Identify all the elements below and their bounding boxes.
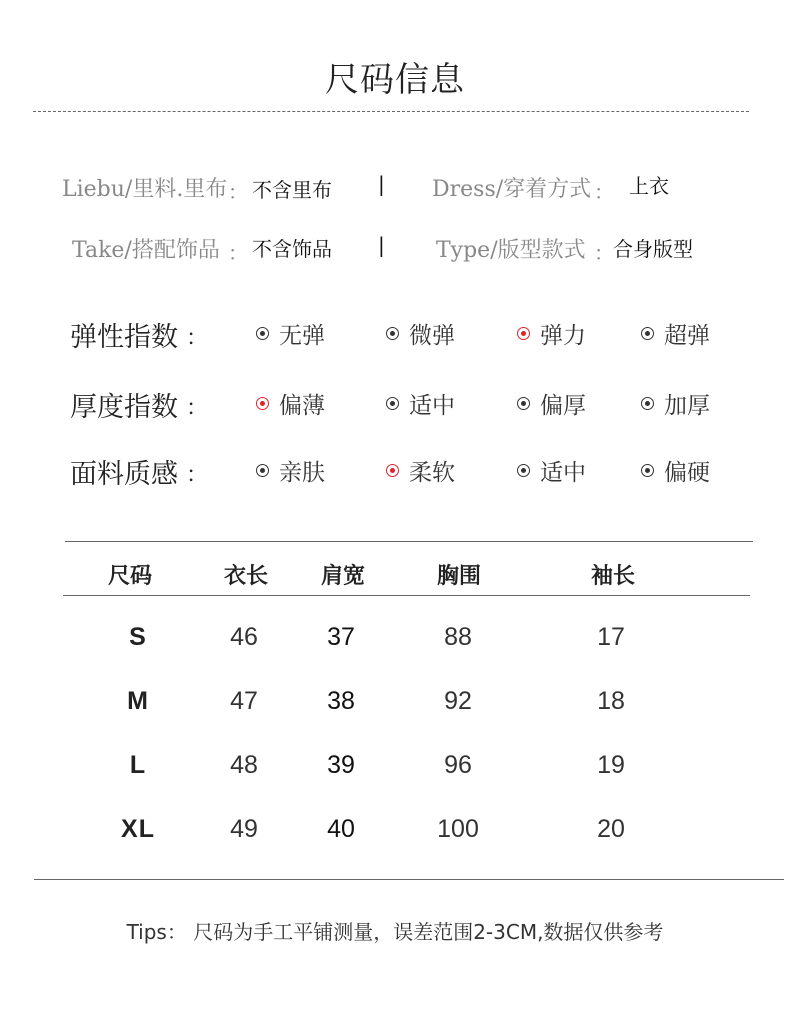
attribute-colon: ： bbox=[186, 396, 209, 421]
radio-option[interactable] bbox=[517, 454, 586, 487]
info-label-fit: Type/版型款式 bbox=[436, 238, 586, 263]
info-value-lining: 不含里布 bbox=[252, 178, 332, 202]
radio-option-label: 无弹 bbox=[279, 323, 325, 349]
size-cell: S bbox=[129, 623, 147, 651]
radio-icon bbox=[641, 464, 654, 477]
radio-selected-icon bbox=[517, 327, 530, 340]
table-cell: 20 bbox=[597, 815, 625, 843]
table-header-line bbox=[63, 595, 750, 596]
table-cell: 96 bbox=[444, 751, 472, 779]
table-cell: 17 bbox=[597, 623, 625, 651]
attribute-label: 面料质感 bbox=[70, 459, 178, 490]
radio-option-label: 偏薄 bbox=[279, 393, 325, 419]
info-value-wear: 上衣 bbox=[629, 174, 669, 198]
table-header-cell: 肩宽 bbox=[320, 563, 366, 589]
radio-icon bbox=[386, 327, 399, 340]
info-separator: | bbox=[378, 233, 385, 257]
radio-option[interactable] bbox=[256, 317, 325, 350]
table-top-line bbox=[65, 541, 753, 542]
radio-option[interactable] bbox=[256, 387, 325, 420]
size-cell: L bbox=[129, 751, 147, 779]
radio-option-label: 适中 bbox=[540, 460, 586, 486]
attribute-colon: ： bbox=[186, 326, 209, 351]
size-cell: XL bbox=[121, 815, 155, 843]
table-header-cell: 袖长 bbox=[590, 563, 636, 589]
radio-option-label: 超弹 bbox=[664, 323, 710, 349]
radio-selected-icon bbox=[256, 397, 269, 410]
radio-option-label: 适中 bbox=[409, 393, 455, 419]
radio-option[interactable] bbox=[386, 317, 455, 350]
table-cell: 88 bbox=[444, 623, 472, 651]
table-cell: 19 bbox=[597, 751, 625, 779]
info-colon: ： bbox=[228, 180, 248, 204]
radio-icon bbox=[386, 397, 399, 410]
table-bottom-line bbox=[34, 879, 784, 880]
radio-option-label: 偏厚 bbox=[540, 393, 586, 419]
info-colon: ： bbox=[594, 241, 614, 265]
attribute-label: 厚度指数 bbox=[70, 392, 178, 423]
page-title: 尺码信息 bbox=[325, 60, 465, 100]
radio-option-label: 微弹 bbox=[409, 323, 455, 349]
radio-option[interactable] bbox=[517, 387, 586, 420]
radio-option[interactable] bbox=[641, 317, 710, 350]
table-cell: 48 bbox=[230, 751, 258, 779]
radio-option[interactable] bbox=[256, 454, 325, 487]
info-value-accessory: 不含饰品 bbox=[252, 237, 332, 261]
radio-option[interactable] bbox=[386, 454, 455, 487]
table-cell: 100 bbox=[437, 815, 479, 843]
radio-selected-icon bbox=[386, 464, 399, 477]
table-header-cell: 尺码 bbox=[107, 563, 153, 589]
radio-icon bbox=[517, 464, 530, 477]
radio-option-label: 柔软 bbox=[409, 460, 455, 486]
radio-option-label: 加厚 bbox=[664, 393, 710, 419]
radio-icon bbox=[256, 464, 269, 477]
info-label-accessory: Take/搭配饰品 bbox=[72, 238, 220, 263]
table-cell: 92 bbox=[444, 687, 472, 715]
table-header-cell: 衣长 bbox=[223, 563, 269, 589]
radio-option-label: 弹力 bbox=[540, 323, 586, 349]
tips-note: Tips： 尺码为手工平铺测量，误差范围2-3CM,数据仅供参考 bbox=[126, 920, 664, 944]
radio-option-label: 偏硬 bbox=[664, 460, 710, 486]
radio-option[interactable] bbox=[641, 454, 710, 487]
radio-option[interactable] bbox=[517, 317, 586, 350]
info-separator: | bbox=[378, 172, 385, 196]
info-label-lining: Liebu/里料.里布 bbox=[62, 177, 228, 202]
table-cell: 18 bbox=[597, 687, 625, 715]
table-cell: 38 bbox=[327, 687, 355, 715]
attribute-label: 弹性指数 bbox=[70, 322, 178, 353]
radio-icon bbox=[256, 327, 269, 340]
info-colon: ： bbox=[228, 241, 248, 265]
table-cell: 39 bbox=[327, 751, 355, 779]
info-label-wear: Dress/穿着方式 bbox=[432, 177, 592, 202]
info-value-fit: 合身版型 bbox=[613, 237, 693, 261]
radio-icon bbox=[641, 327, 654, 340]
table-cell: 46 bbox=[230, 623, 258, 651]
dotted-divider bbox=[33, 111, 749, 112]
table-cell: 47 bbox=[230, 687, 258, 715]
radio-option[interactable] bbox=[641, 387, 710, 420]
radio-icon bbox=[517, 397, 530, 410]
table-cell: 49 bbox=[230, 815, 258, 843]
table-header-cell: 胸围 bbox=[436, 563, 482, 589]
radio-option[interactable] bbox=[386, 387, 455, 420]
radio-option-label: 亲肤 bbox=[279, 460, 325, 486]
table-cell: 40 bbox=[327, 815, 355, 843]
attribute-colon: ： bbox=[186, 463, 209, 488]
info-colon: ： bbox=[594, 180, 614, 204]
radio-icon bbox=[641, 397, 654, 410]
size-cell: M bbox=[127, 687, 149, 715]
table-cell: 37 bbox=[327, 623, 355, 651]
